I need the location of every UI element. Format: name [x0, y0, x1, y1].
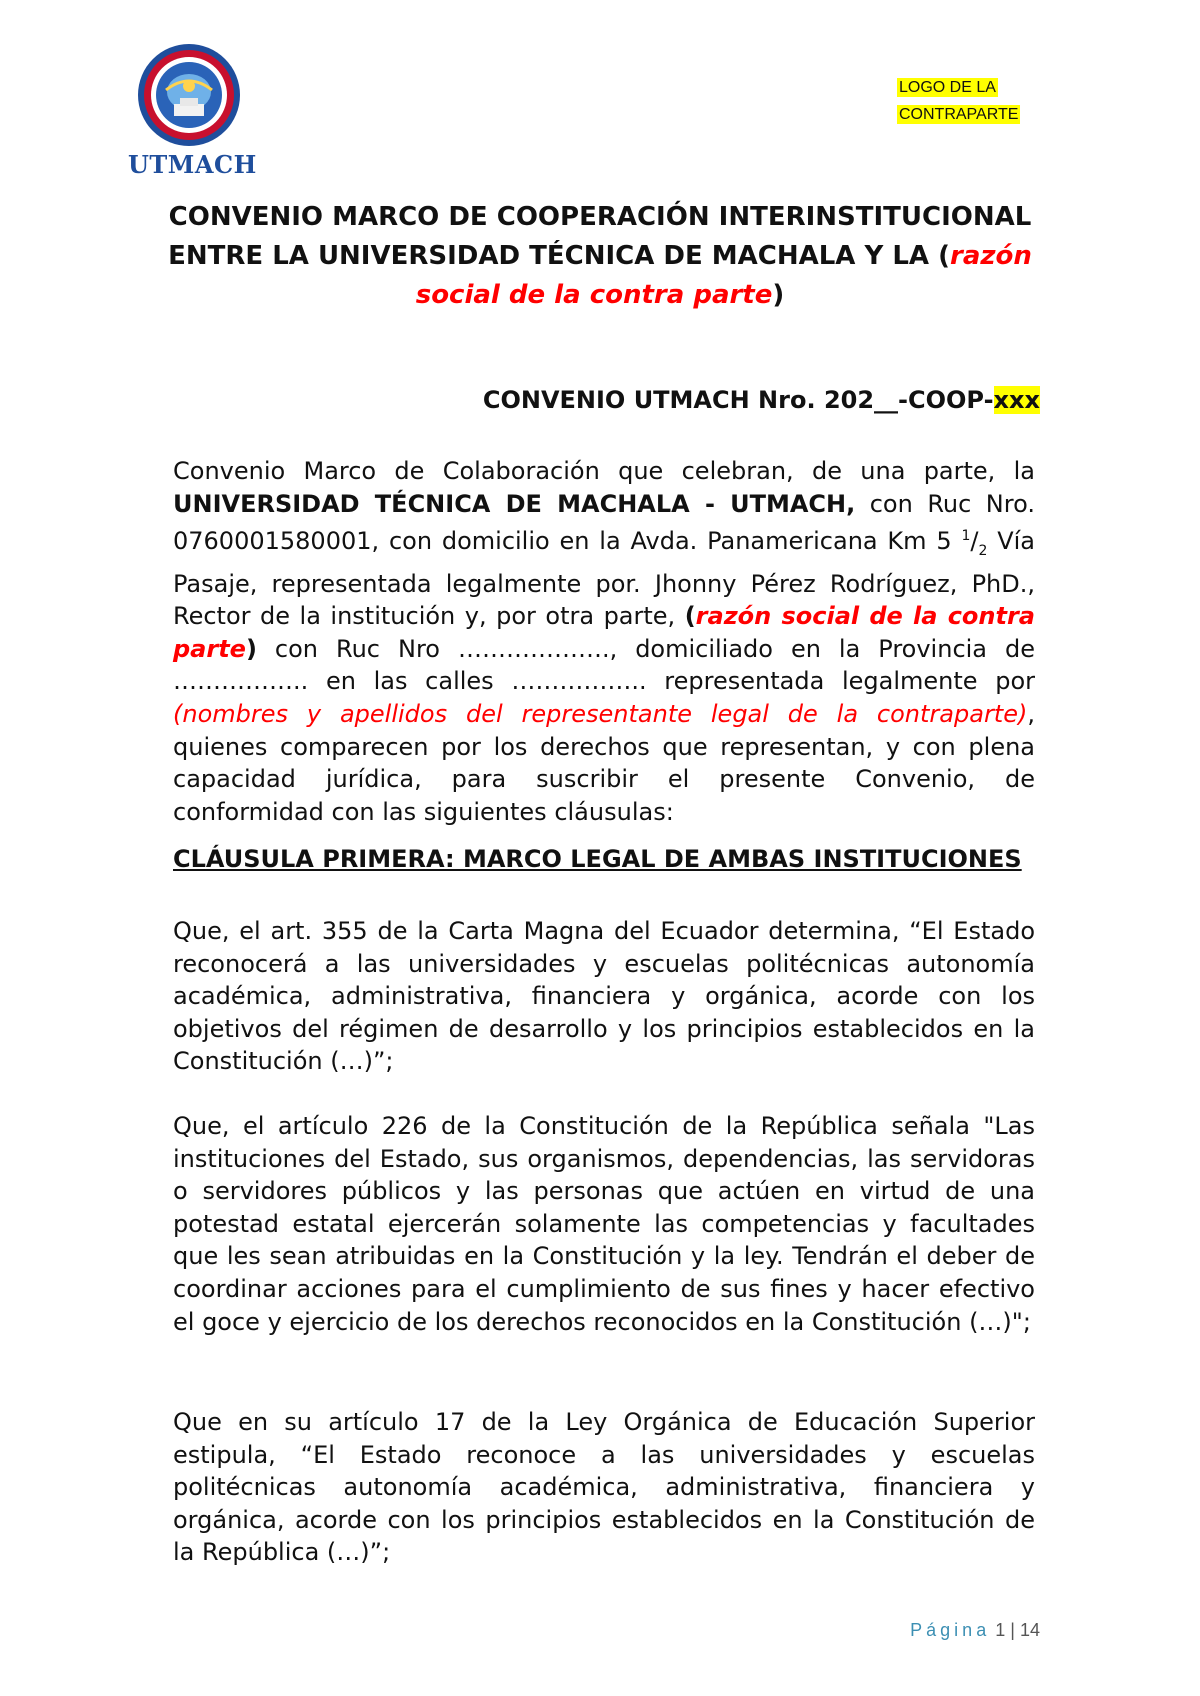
- intro-close-paren: ): [245, 634, 257, 663]
- intro-open-paren: (: [684, 602, 696, 631]
- intro-text-h: , quienes comparecen por los derechos que representan, y con plena capacidad jurídica, para suscribir el presente Convenio, de conformidad con las siguientes cláusulas:: [173, 699, 1035, 826]
- legal-paragraph-2: Que, el artículo 226 de la Constitución de la República señala "Las instituciones del Estado, sus organismos, dependencias, las servidoras o servidores públicos y las personas que actúen en virtud de una potestad estatal ejercerán solamente las competencias y facultades que les sean atribuidas en la Constitución y la ley. Tendrán el deber de coordinar acciones para el cumplimiento de sus fines y hacer efectivo el goce y ejercicio de los derechos reconocidos en la Constitución (…)";: [173, 1112, 1035, 1336]
- convenio-number-suffix: xxx: [993, 386, 1040, 414]
- intro-text-f: con Ruc Nro ………………., domiciliado en la Provincia de …………….. en las calles …………….. representada legalmente por: [173, 634, 1035, 696]
- footer-page-number: 1: [995, 1620, 1006, 1640]
- footer-page-word: Página: [910, 1620, 991, 1640]
- clause1-heading: CLÁUSULA PRIMERA: MARCO LEGAL DE AMBAS INSTITUCIONES: [173, 845, 1022, 873]
- utmach-logo: [128, 42, 257, 179]
- intro-representative-name: nombres y apellidos del representante legal de la contraparte: [182, 699, 1018, 728]
- document-title: [160, 198, 1040, 315]
- title-counterpart-name: razón social de la contra parte: [415, 241, 1032, 310]
- utmach-seal-icon: [136, 42, 242, 148]
- legal-paragraph-3: Que en su artículo 17 de la Ley Orgánica de Educación Superior estipula, “El Estado reconoce a las universidades y escuelas politécnicas autonomía académica, administrativa, financiera y orgánica, acorde con los principios establecidos en la Constitución de la República (…)”;: [173, 1408, 1035, 1567]
- convenio-number: [160, 385, 1040, 415]
- title-main: CONVENIO MARCO DE COOPERACIÓN INTERINSTITUCIONAL ENTRE LA UNIVERSIDAD TÉCNICA DE MACHALA Y LA (: [168, 202, 1032, 271]
- intro-rep-close: ): [1017, 699, 1028, 728]
- footer-separator: |: [1010, 1620, 1015, 1640]
- fraction-denominator: 2: [978, 542, 988, 559]
- title-close: ): [772, 280, 785, 310]
- page-footer: [900, 1620, 1040, 1641]
- counterpart-logo-placeholder: [897, 74, 1037, 128]
- counterpart-logo-line1: LOGO DE LA: [899, 79, 996, 96]
- legal-paragraph-1: Que, el art. 355 de la Carta Magna del Ecuador determina, “El Estado reconocerá a las universidades y escuelas politécnicas autonomía académica, administrativa, financiera y orgánica, acorde con los objetivos del régimen de desarrollo y los principios establecidos en la Constitución (…)”;: [173, 917, 1035, 1076]
- intro-paragraph: Convenio Marco de Colaboración que celebran, de una parte, la UNIVERSIDAD TÉCNICA DE MACHALA - UTMACH, con Ruc Nro. 0760001580001, con domicilio en la Avda. Panamericana Km 5 $^1/_2$ Vía Pasaje, representada legalmente por. Jhonny Pérez Rodríguez, PhD., Rector de la institución y, por otra parte, (razón social de la contra parte) con Ruc Nro ………………., domiciliado en la Provincia de …………….. en las calles …………….. representada legalmente por (nombres y apellidos del representante legal de la contraparte), quienes comparecen por los derechos que representan, y con plena capacidad jurídica, para suscribir el presente Convenio, de conformidad con las siguientes cláusulas:: [173, 457, 1035, 826]
- intro-text-d: Vía Pasaje, representada legalmente por. Jhonny Pérez Rodríguez, PhD., Rector de la institución y, por otra parte,: [173, 527, 1035, 631]
- intro-text-a: Convenio Marco de Colaboración que celebran, de una parte, la: [173, 457, 1035, 485]
- intro-university-name: UNIVERSIDAD TÉCNICA DE MACHALA - UTMACH,: [173, 489, 856, 518]
- counterpart-logo-line2: CONTRAPARTE: [899, 106, 1019, 123]
- utmach-logo-text: UTMACH: [128, 150, 257, 179]
- intro-text-c: con Ruc Nro. 0760001580001, con domicilio en la Avda. Panamericana Km 5: [173, 489, 1035, 556]
- convenio-number-prefix: CONVENIO UTMACH Nro. 202__-COOP-: [482, 386, 994, 414]
- footer-total-pages: 14: [1019, 1620, 1040, 1640]
- intro-counterpart-name: razón social de la contra parte: [173, 602, 1035, 663]
- fraction-numerator: 1: [961, 528, 971, 545]
- intro-rep-open: (: [173, 699, 183, 728]
